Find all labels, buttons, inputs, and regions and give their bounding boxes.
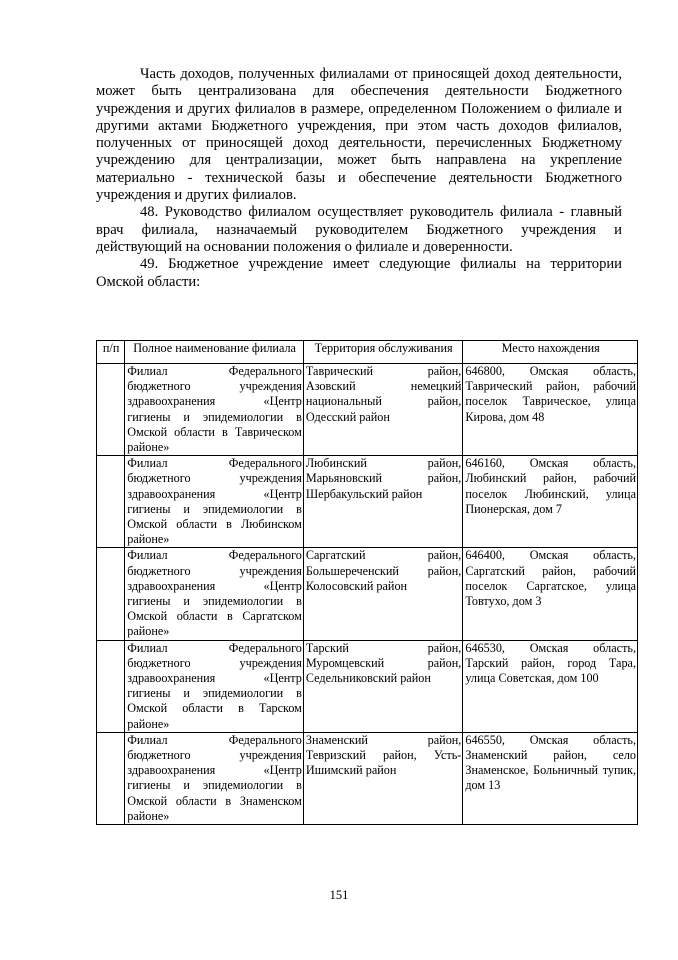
paragraph-49: 49. Бюджетное учреждение имеет следующие филиалы на территории Омской области:	[96, 256, 622, 290]
cell-number	[97, 456, 125, 548]
cell-territory: Любинский район, Марьяновский район, Шербакульский район	[303, 456, 462, 548]
cell-territory: Саргатский район, Большереченский район, Колосовский район	[303, 548, 462, 640]
table-row	[97, 640, 638, 732]
cell-number	[97, 364, 125, 456]
cell-location: 646550, Омская область, Знаменский район, село Знаменское, Больничный тупик, дом 13	[463, 732, 638, 824]
cell-location: 646160, Омская область, Любинский район, рабочий поселок Любинский, улица Пионерская, дом 7	[463, 456, 638, 548]
body-text	[96, 66, 622, 291]
table-row	[97, 456, 638, 548]
table-row	[97, 548, 638, 640]
cell-branch-name: Филиал Федерального бюджетного учреждения здравоохранения «Центр гигиены и эпидемиологии в Омской области в Тарском районе»	[125, 640, 304, 732]
table-row	[97, 732, 638, 824]
cell-location: 646530, Омская область, Тарский район, город Тара, улица Советская, дом 100	[463, 640, 638, 732]
paragraph-48: 48. Руководство филиалом осуществляет руководитель филиала - главный врач филиала, назначаемый руководителем Бюджетного учреждения и действующий на основании положения о филиале и доверенности.	[96, 204, 622, 255]
header-full-name-text: Полное наименование филиала	[133, 341, 296, 355]
paragraph-income: Часть доходов, полученных филиалами от приносящей доход деятельности, может быть централизована для обеспечения деятельности Бюджетного учреждения и других филиалов в размере, определенном Положением о филиале и другими актами Бюджетного учреждения, при этом часть доходов филиалов, полученных от приносящей доход деятельности, перечисленных Бюджетному учреждению для централизации, может быть направлена на укрепление материально - технической базы и обеспечение деятельности Бюджетного учреждения и других филиалов.	[96, 66, 622, 204]
header-full-name	[125, 341, 304, 364]
table-row	[97, 364, 638, 456]
cell-territory: Знаменский район, Тевризский район, Усть-Ишимский район	[303, 732, 462, 824]
header-location: Место нахождения	[463, 341, 638, 364]
table-header-row	[97, 341, 638, 364]
cell-branch-name: Филиал Федерального бюджетного учреждения здравоохранения «Центр гигиены и эпидемиологии в Омской области в Таврическом районе»	[125, 364, 304, 456]
cell-branch-name: Филиал Федерального бюджетного учреждения здравоохранения «Центр гигиены и эпидемиологии в Омской области в Любинском районе»	[125, 456, 304, 548]
cell-branch-name: Филиал Федерального бюджетного учреждения здравоохранения «Центр гигиены и эпидемиологии в Омской области в Саргатском районе»	[125, 548, 304, 640]
cell-branch-name: Филиал Федерального бюджетного учреждения здравоохранения «Центр гигиены и эпидемиологии в Омской области в Знаменском районе»	[125, 732, 304, 824]
cell-territory: Тарский район, Муромцевский район, Седельниковский район	[303, 640, 462, 732]
page-number: 151	[329, 888, 349, 902]
header-number: п/п	[97, 341, 125, 364]
cell-number	[97, 732, 125, 824]
cell-location: 646800, Омская область, Таврический район, рабочий поселок Таврическое, улица Кирова, дом 48	[463, 364, 638, 456]
cell-territory: Таврический район, Азовский немецкий национальный район, Одесский район	[303, 364, 462, 456]
header-territory: Территория обслуживания	[303, 341, 462, 364]
cell-number	[97, 548, 125, 640]
cell-location: 646400, Омская область, Саргатский район, рабочий поселок Саргатское, улица Товтухо, дом 3	[463, 548, 638, 640]
cell-number	[97, 640, 125, 732]
branches-table	[96, 340, 638, 825]
